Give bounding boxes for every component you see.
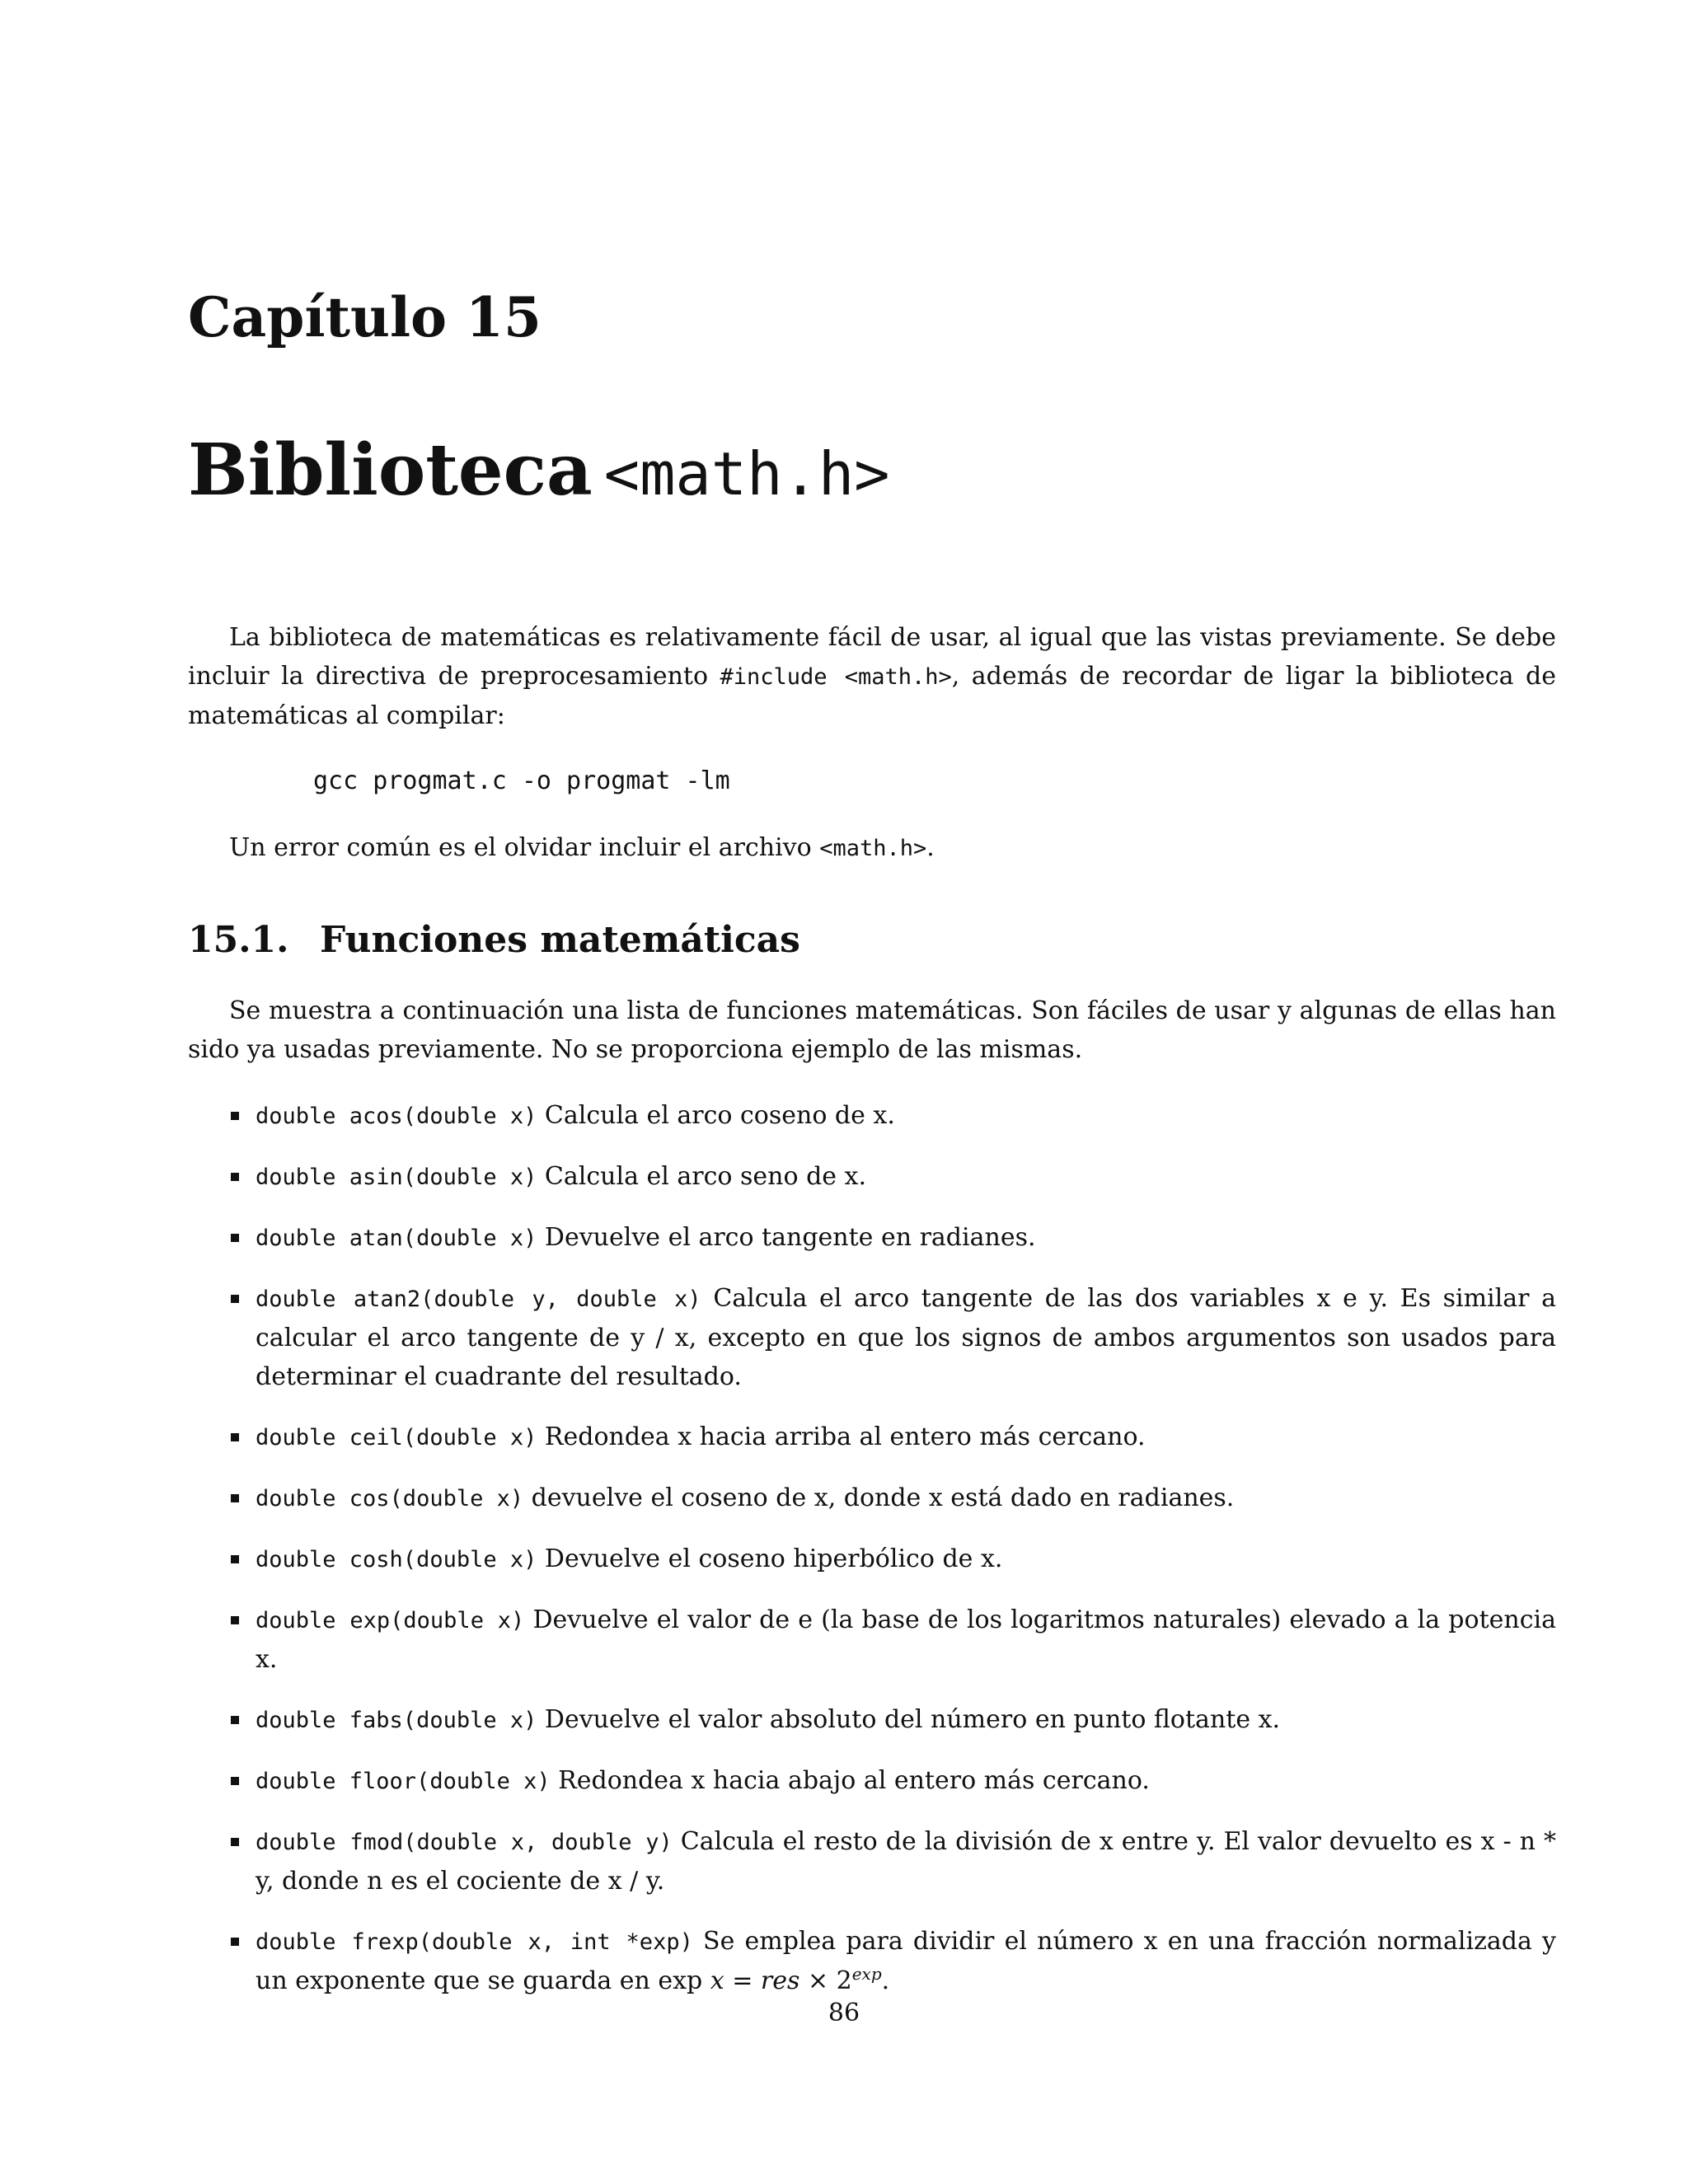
note-code: <math.h> <box>819 836 927 861</box>
note-text-2: . <box>926 833 935 862</box>
function-signature: double atan(double x) <box>256 1226 537 1251</box>
function-signature: double frexp(double x, int *exp) <box>256 1929 693 1955</box>
list-item <box>229 1157 1556 1197</box>
bullet-icon <box>231 1433 239 1441</box>
list-item <box>229 1922 1556 2000</box>
function-list <box>229 1096 1556 2022</box>
formula-res: res <box>760 1966 800 1995</box>
formula-exponent: exp <box>851 1964 882 1984</box>
intro-code-include: #include <math.h> <box>720 664 952 690</box>
function-description: Calcula el arco coseno de x. <box>537 1101 895 1130</box>
page-number: 86 <box>828 1999 860 2027</box>
function-description: Redondea x hacia arriba al entero más cercano. <box>537 1422 1146 1451</box>
formula-end: . <box>881 1966 890 1995</box>
formula-lhs: x <box>710 1966 724 1995</box>
bullet-icon <box>231 1716 239 1724</box>
function-description: Devuelve el arco tangente en radianes. <box>537 1223 1036 1252</box>
chapter-label: Capítulo 15 <box>188 285 542 349</box>
function-description: Calcula el resto de la división de x entre y. El valor devuelto es x - n * y, donde n es el cociente de x / y. <box>256 1827 1556 1896</box>
function-description: Devuelve el coseno hiperbólico de x. <box>537 1544 1003 1573</box>
list-item <box>229 1601 1556 1679</box>
function-description: Calcula el arco tangente de las dos variables x e y. Es similar a calcular el arco tangente de y / x, excepto en que los signos de ambos argumentos son usados para determinar el cuadrante del resultado. <box>256 1284 1557 1391</box>
list-item <box>229 1540 1556 1579</box>
bullet-icon <box>231 1112 239 1120</box>
function-description: Calcula el arco seno de x. <box>537 1162 867 1191</box>
function-signature: double fabs(double x) <box>256 1708 537 1733</box>
bullet-icon <box>231 1173 239 1181</box>
bullet-icon <box>231 1555 239 1563</box>
intro-text-1: La biblioteca de matemáticas es relativamente fácil de usar, al igual que las vistas previamente. Se debe incluir la directiva de preprocesamiento <box>188 623 1556 691</box>
chapter-title-text: Biblioteca <box>188 429 593 512</box>
intro-text-2: , además de recordar de ligar la biblioteca de matemáticas al compilar: <box>188 662 1556 730</box>
bullet-icon <box>231 1295 239 1303</box>
list-item <box>229 1279 1556 1396</box>
chapter-title-code: <math.h> <box>603 439 890 509</box>
chapter-title <box>188 429 890 512</box>
section-intro-paragraph: Se muestra a continuación una lista de funciones matemáticas. Son fáciles de usar y algunas de ellas han sido ya usadas previamente. No se proporciona ejemplo de las mismas. <box>188 996 1556 1064</box>
bullet-icon <box>231 1234 239 1242</box>
note-paragraph <box>229 828 935 868</box>
formula-times: × 2 <box>799 1966 852 1995</box>
intro-paragraph <box>188 618 1556 735</box>
function-signature: double cosh(double x) <box>256 1547 537 1572</box>
list-item <box>229 1218 1556 1258</box>
function-description: Devuelve el valor absoluto del número en punto flotante x. <box>537 1705 1281 1734</box>
bullet-icon <box>231 1838 239 1846</box>
section-number: 15.1. <box>188 919 289 961</box>
function-signature: double atan2(double y, double x) <box>256 1286 701 1312</box>
formula-equals: = <box>724 1966 761 1995</box>
list-item <box>229 1700 1556 1740</box>
function-signature: double asin(double x) <box>256 1165 537 1190</box>
note-text-1: Un error común es el olvidar incluir el archivo <box>229 833 820 862</box>
function-description: devuelve el coseno de x, donde x está dado en radianes. <box>523 1483 1235 1512</box>
function-signature: double cos(double x) <box>256 1486 524 1511</box>
bullet-icon <box>231 1777 239 1785</box>
compile-command: gcc progmat.c -o progmat -lm <box>313 766 730 795</box>
list-item <box>229 1822 1556 1900</box>
list-item <box>229 1096 1556 1136</box>
section-title-text: Funciones matemáticas <box>320 919 800 961</box>
list-item <box>229 1479 1556 1518</box>
function-signature: double acos(double x) <box>256 1104 537 1129</box>
list-item <box>229 1761 1556 1801</box>
bullet-icon <box>231 1494 239 1502</box>
function-signature: double floor(double x) <box>256 1769 551 1794</box>
bullet-icon <box>231 1616 239 1624</box>
list-item <box>229 1418 1556 1457</box>
section-title <box>188 919 800 963</box>
function-description: Se emplea para dividir el número x en una fracción normalizada y un exponente que se guarda en exp <box>256 1927 1557 1995</box>
function-signature: double ceil(double x) <box>256 1425 537 1451</box>
function-signature: double fmod(double x, double y) <box>256 1830 673 1855</box>
bullet-icon <box>231 1938 239 1946</box>
function-description: Redondea x hacia abajo al entero más cercano. <box>550 1766 1150 1795</box>
function-signature: double exp(double x) <box>256 1608 525 1633</box>
function-description: Devuelve el valor de e (la base de los logaritmos naturales) elevado a la potencia x. <box>256 1605 1556 1674</box>
